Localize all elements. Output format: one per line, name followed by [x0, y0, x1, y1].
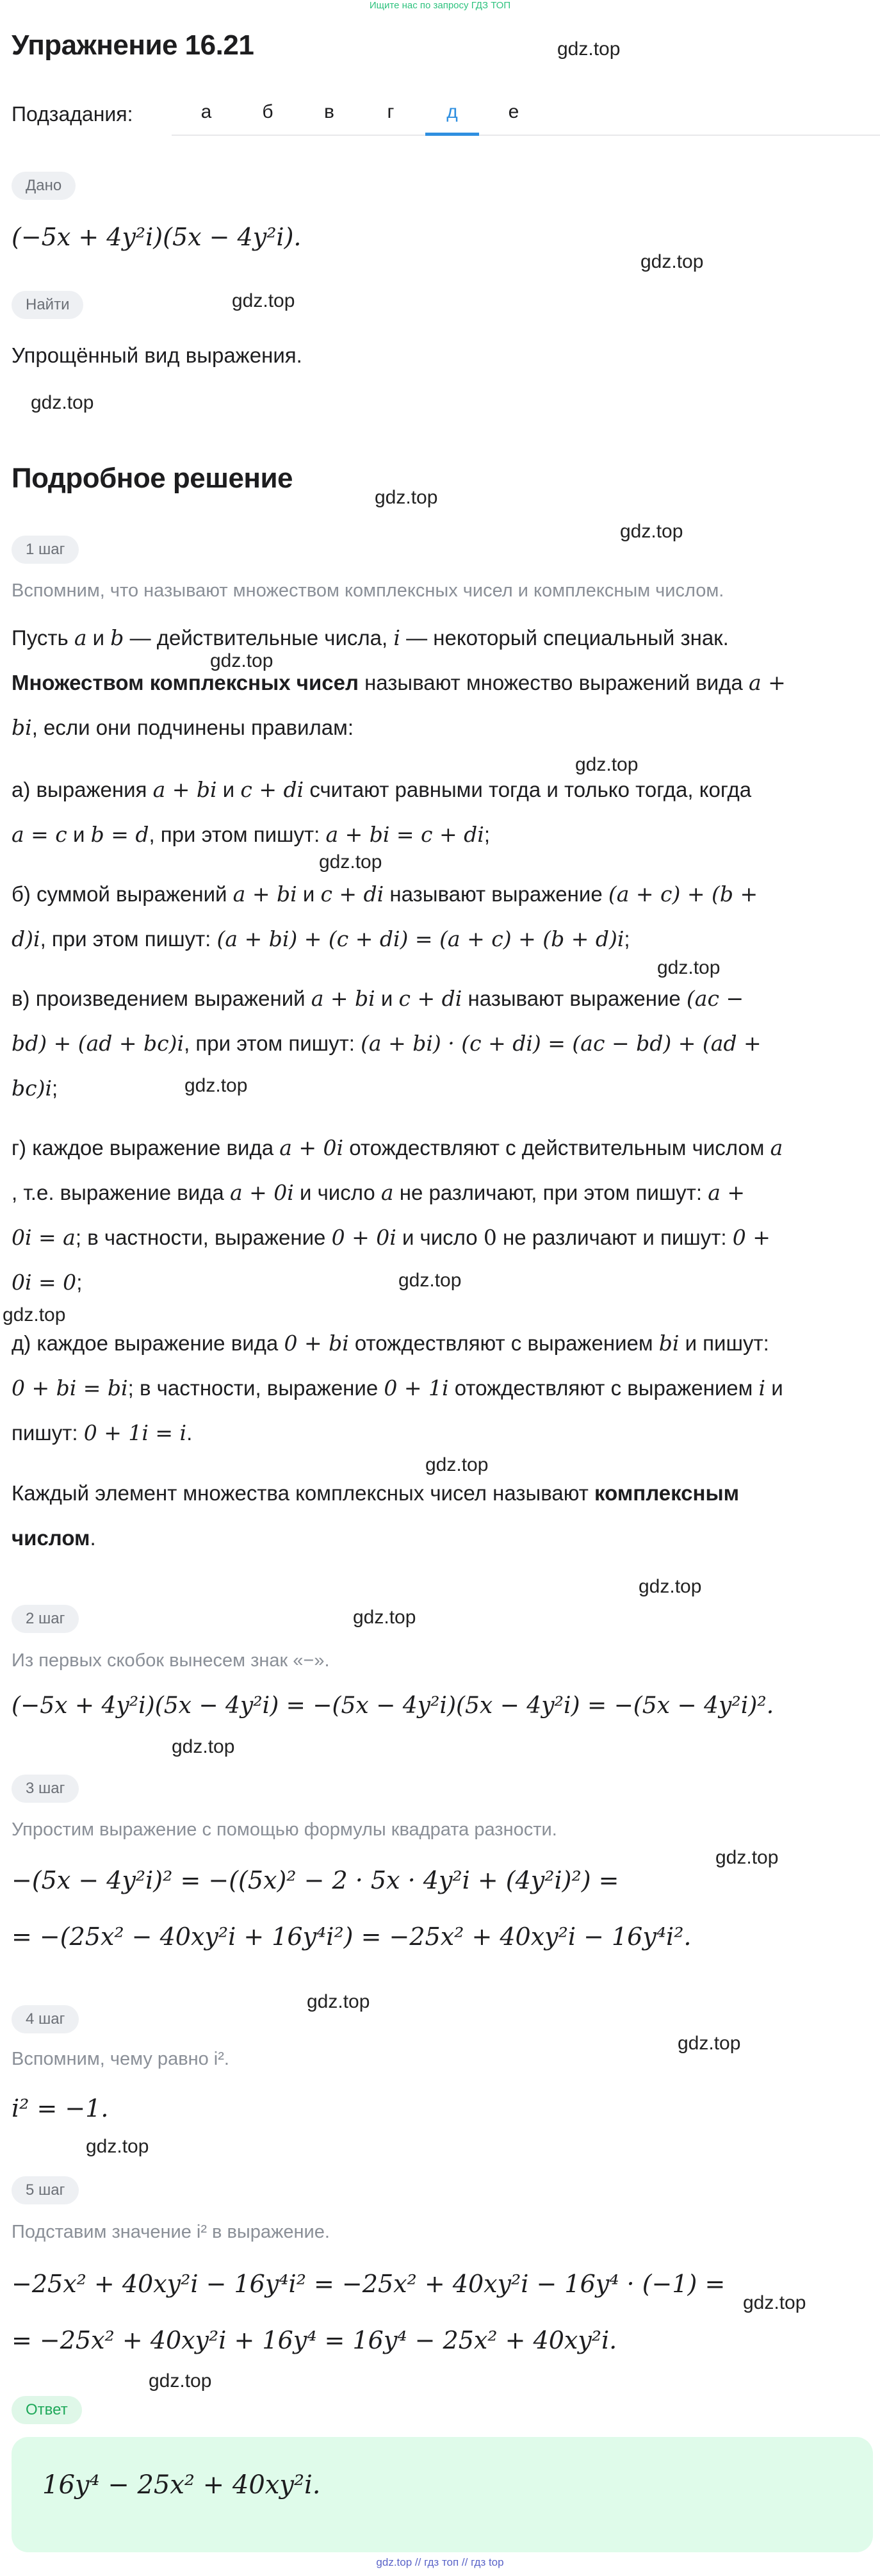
watermark: gdz.top: [149, 2370, 212, 2391]
watermark: gdz.top: [743, 2292, 806, 2313]
page-title: Упражнение 16.21: [12, 29, 254, 61]
watermark: gdz.top: [172, 1736, 235, 1757]
step-2-expression: (−5x + 4y²i)(5x − 4y²i) = −(5x − 4y²i)(5x − 4y²i) = −(5x − 4y²i)².: [12, 1693, 774, 1719]
step-3-line-2: = −(25x² − 40xy²i + 16y⁴i²) = −25x² + 40xy²i − 16y⁴i².: [12, 1923, 692, 1951]
watermark: gdz.top: [86, 2136, 149, 2157]
step-2-hint: Из первых скобок вынесем знак «−».: [12, 1650, 330, 1671]
solution-title: Подробное решение: [12, 463, 293, 494]
watermark: gdz.top: [557, 38, 621, 60]
watermark: gdz.top: [31, 392, 94, 413]
watermark: gdz.top: [640, 251, 704, 272]
tab-e[interactable]: е: [508, 101, 519, 122]
promo-banner: Ищите нас по запросу ГДЗ ТОП: [369, 0, 511, 11]
step-5-label: 5 шаг: [12, 2176, 79, 2204]
rule-g: г) каждое выражение вида a + 0i отождествляют с действительным числом a , т.е. выражение вида a + 0i и число a не различают, при этом пишут: a + 0i = a; в частности, выражение 0 + 0i и число 0 не различают и пишут: 0 + 0i = 0;: [12, 1135, 783, 1295]
tab-b[interactable]: б: [262, 101, 273, 122]
step-3-label: 3 шаг: [12, 1775, 79, 1803]
watermark: gdz.top: [398, 1270, 462, 1291]
step-1-hint: Вспомним, что называют множеством комплексных чисел и комплексным числом.: [12, 580, 724, 601]
tab-g[interactable]: г: [387, 101, 395, 122]
watermark: gdz.top: [639, 1576, 702, 1597]
step-1-intro: Пусть a и b — действительные числа, i — некоторый специальный знак.: [12, 625, 729, 650]
answer-box: [12, 2437, 873, 2552]
rule-v: в) произведением выражений a + bi и c + di называют выражение (ac − bd) + (ad + bc)i, при этом пишут: (a + bi) · (c + di) = (ac − bd) + (ad + bc)i;: [12, 986, 762, 1101]
footer-links[interactable]: gdz.top // гдз топ // гдз top: [376, 2556, 504, 2568]
step-2-label: 2 шаг: [12, 1605, 79, 1633]
watermark: gdz.top: [375, 487, 438, 508]
step-3-hint: Упростим выражение с помощью формулы квадрата разности.: [12, 1819, 557, 1840]
watermark: gdz.top: [3, 1304, 66, 1325]
watermark: gdz.top: [210, 650, 273, 671]
rule-b: б) суммой выражений a + bi и c + di называют выражение (a + c) + (b + d)i, при этом пишут: (a + bi) + (c + di) = (a + c) + (b + d)i;: [12, 882, 758, 951]
rule-a: а) выражения a + bi и c + di считают равными тогда и только тогда, когда a = c и b = d, при этом пишут: a + bi = c + di;: [12, 777, 752, 847]
step-1-label: 1 шаг: [12, 536, 79, 564]
tab-v[interactable]: в: [324, 101, 334, 122]
watermark: gdz.top: [620, 521, 683, 542]
tab-d[interactable]: д: [425, 101, 479, 136]
step-4-label: 4 шаг: [12, 2005, 79, 2033]
find-label: Найти: [12, 291, 83, 319]
step-5-line-2: = −25x² + 40xy²i + 16y⁴ = 16y⁴ − 25x² + 40xy²i.: [12, 2326, 617, 2354]
watermark: gdz.top: [319, 851, 382, 873]
watermark: gdz.top: [425, 1454, 489, 1475]
step-5-line-1: −25x² + 40xy²i − 16y⁴i² = −25x² + 40xy²i − 16y⁴ · (−1) =: [12, 2270, 726, 2298]
watermark: gdz.top: [575, 754, 639, 775]
answer-label: Ответ: [12, 2396, 82, 2424]
subtasks-nav: [12, 96, 880, 136]
step-5-hint: Подставим значение i² в выражение.: [12, 2222, 330, 2242]
watermark: gdz.top: [232, 290, 295, 311]
given-label: Дано: [12, 172, 76, 200]
find-text: Упрощённый вид выражения.: [12, 343, 302, 367]
step-1-definition: Множеством комплексных чисел называют множество выражений вида a + bi, если они подчинены правилам:: [12, 670, 786, 740]
rule-d: д) каждое выражение вида 0 + bi отождествляют с выражением bi и пишут: 0 + bi = bi; в частности, выражение 0 + 1i отождествляют с выражением i и пишут: 0 + 1i = i.: [12, 1331, 783, 1445]
tab-a[interactable]: а: [200, 101, 212, 122]
watermark: gdz.top: [678, 2033, 741, 2054]
step-4-expression: i² = −1.: [12, 2094, 109, 2122]
subtasks-label: Подзадания:: [12, 103, 133, 126]
complex-number-def: Каждый элемент множества комплексных чисел называют комплексным числом.: [12, 1481, 740, 1550]
answer-expression: 16y⁴ − 25x² + 40xy²i.: [42, 2470, 321, 2500]
watermark: gdz.top: [307, 1991, 370, 2012]
watermark: gdz.top: [715, 1847, 779, 1868]
step-4-hint: Вспомним, чему равно i².: [12, 2049, 229, 2069]
watermark: gdz.top: [184, 1075, 248, 1096]
watermark: gdz.top: [657, 957, 721, 978]
subtasks-tabs: [172, 96, 880, 136]
step-3-line-1: −(5x − 4y²i)² = −((5x)² − 2 · 5x · 4y²i + (4y²i)²) =: [12, 1866, 619, 1894]
given-expression: (−5x + 4y²i)(5x − 4y²i).: [12, 223, 302, 251]
watermark: gdz.top: [353, 1607, 416, 1628]
